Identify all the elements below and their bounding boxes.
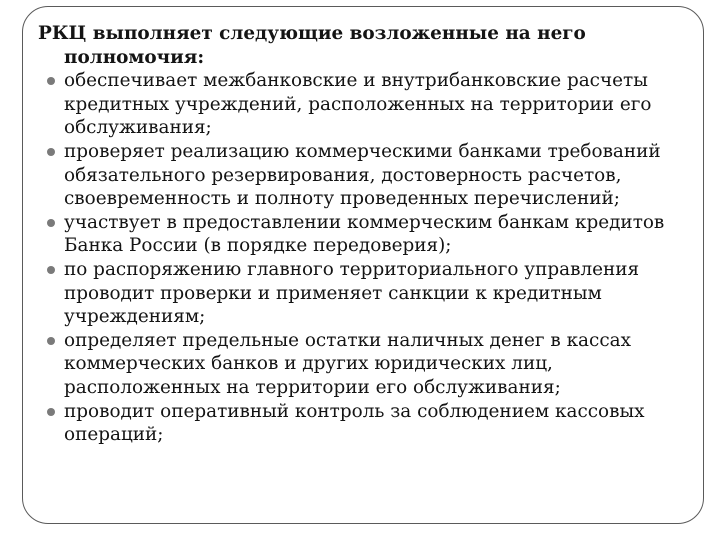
list-item <box>38 69 688 140</box>
list-item-text: участвует в предоставлении коммерческим банкам кредитов Банка России (в порядке передоверия); <box>64 211 665 257</box>
list-item <box>38 400 688 447</box>
bullet-dot-icon <box>47 219 55 227</box>
bullet-list <box>38 69 688 447</box>
bullet-dot-icon <box>47 77 55 85</box>
list-item <box>38 329 688 400</box>
list-item-text: проводит оперативный контроль за соблюдением кассовых операций; <box>64 400 645 446</box>
list-item-text: по распоряжению главного территориального управления проводит проверки и применяет санкции к кредитным учреждениям; <box>64 258 640 328</box>
list-item <box>38 211 688 258</box>
list-item-text: определяет предельные остатки наличных денег в кассах коммерческих банков и других юридических лиц, расположенных на территории его обслуживания; <box>64 329 631 398</box>
list-item <box>38 258 688 329</box>
slide-heading: РКЦ выполняет следующие возложенные на него полномочия: <box>38 23 586 68</box>
bullet-dot-icon <box>47 408 55 416</box>
list-item-text: обеспечивает межбанковские и внутрибанковские расчеты кредитных учреждений, расположенных на территории его обслуживания; <box>64 70 652 139</box>
bullet-dot-icon <box>47 148 55 156</box>
list-item-text: проверяет реализацию коммерческими банками требований обязательного резервирования, достоверность расчетов, своевременность и полноту проведенных перечислений; <box>64 140 661 210</box>
bullet-dot-icon <box>47 266 55 274</box>
slide-content <box>38 22 688 447</box>
list-item <box>38 140 688 211</box>
bullet-dot-icon <box>47 337 55 345</box>
